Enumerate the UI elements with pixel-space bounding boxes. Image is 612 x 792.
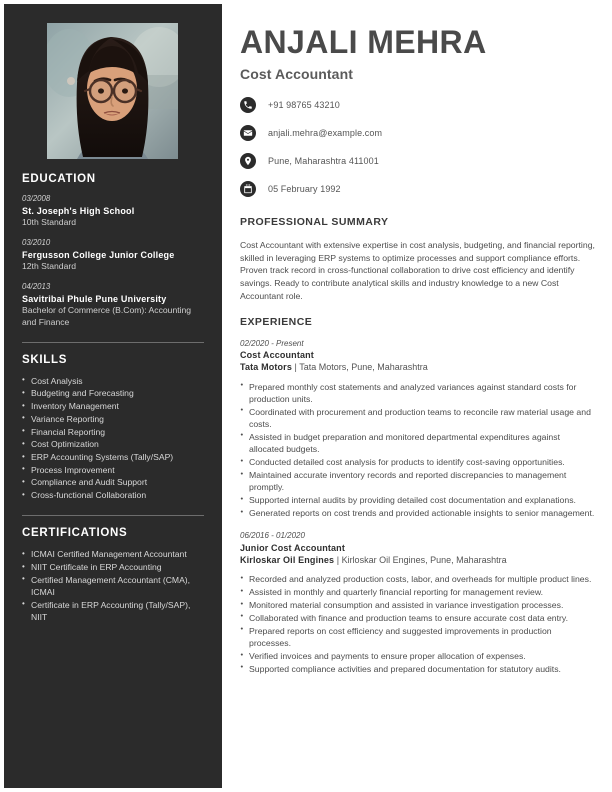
education-item [22,282,204,327]
skills-list [22,375,204,502]
calendar-icon [240,181,256,197]
list-item: • Budgeting and Forecasting [22,387,204,399]
skills-heading: SKILLS [22,353,68,366]
experience-title: Cost Accountant [240,350,314,361]
contact-phone [240,91,596,119]
map-pin-icon [240,153,256,169]
education-heading: EDUCATION [22,173,96,185]
contact-list [240,91,596,203]
avatar [47,23,178,159]
experience-company: Tata Motors [240,362,292,373]
list-item: • Coordinated with procurement and production teams to reconcile raw material usage and costs. [240,406,596,431]
list-item: • Financial Reporting [22,426,204,438]
job-role-subtitle: Cost Accountant [240,66,353,82]
section-skills [22,342,204,502]
education-degree: 10th Standard [22,217,76,228]
certifications-divider [22,515,204,516]
list-item: • Supported compliance activities and prepared documentation for statutory audits. [240,663,596,675]
education-item [22,194,204,228]
list-item: • Recorded and analyzed production costs, labor, and overheads for multiple product lines. [240,573,596,585]
certifications-list [22,548,204,623]
experience-company: Kirloskar Oil Engines [240,555,335,566]
experience-bullets [240,381,596,520]
education-school: Savitribai Phule Pune University [22,293,167,304]
education-degree: 12th Standard [22,261,76,272]
experience-date: 06/2016 - 01/2020 [240,531,305,541]
section-professional-summary [240,216,596,303]
experience-date: 02/2020 - Present [240,338,304,348]
list-item: • Prepared monthly cost statements and analyzed variances against standard costs for production units. [240,381,596,406]
experience-separator: | [294,362,297,373]
section-experience [240,316,596,676]
list-item: • Generated reports on cost trends and provided actionable insights to senior management. [240,507,596,519]
education-school: Fergusson College Junior College [22,249,175,260]
list-item: • Process Improvement [22,464,204,476]
main-column [240,0,596,792]
list-item: • Conducted detailed cost analysis for products to identify cost-saving opportunities. [240,456,596,468]
list-item: • NIIT Certificate in ERP Accounting [22,561,204,573]
list-item: • Supported internal audits by providing detailed cost documentation and explanations. [240,494,596,506]
experience-title: Junior Cost Accountant [240,543,345,554]
list-item: • ERP Accounting Systems (Tally/SAP) [22,451,204,463]
list-item: • Maintained accurate inventory records and reported discrepancies to management promptly. [240,469,596,494]
education-school: St. Joseph's High School [22,205,135,216]
list-item: • Prepared reports on cost efficiency and suggested improvements in production processes. [240,625,596,650]
page-title: ANJALI MEHRA [240,24,487,60]
experience-entry [240,531,596,675]
experience-organization [240,554,596,566]
contact-email [240,119,596,147]
list-item: • ICMAI Certified Management Accountant [22,548,204,560]
list-item: • Cost Optimization [22,438,204,450]
experience-entry [240,339,596,520]
certifications-heading: CERTIFICATIONS [22,527,128,540]
experience-organization [240,361,596,373]
contact-email-value: anjali.mehra@example.com [268,128,383,138]
contact-location [240,147,596,175]
experience-location: Kirloskar Oil Engines, Pune, Maharashtra [341,555,507,566]
experience-bullets [240,573,596,675]
list-item: • Inventory Management [22,400,204,412]
education-date: 04/2013 [22,282,51,292]
contact-location-value: Pune, Maharashtra 411001 [268,156,379,166]
contact-birthdate-value: 05 February 1992 [268,184,341,194]
list-item: • Monitored material consumption and assisted in variance investigation processes. [240,599,596,611]
sidebar [4,4,222,788]
section-certifications [22,515,204,623]
list-item: • Assisted in monthly and quarterly financial reporting for management review. [240,586,596,598]
list-item: • Assisted in budget preparation and monitored departmental expenditures against allocated budgets. [240,431,596,456]
profile-photo-illustration [47,23,178,159]
list-item: • Verified invoices and payments to ensure proper allocation of expenses. [240,650,596,662]
experience-location: Tata Motors, Pune, Maharashtra [299,362,428,373]
education-degree: Bachelor of Commerce (B.Com): Accounting and Finance [22,305,192,327]
list-item: • Cross-functional Collaboration [22,489,204,501]
list-item: • Certificate in ERP Accounting (Tally/SAP), NIIT [22,599,204,623]
list-item: • Collaborated with finance and production teams to ensure accurate cost data entry. [240,612,596,624]
contact-birthdate [240,175,596,203]
list-item: • Compliance and Audit Support [22,476,204,488]
skills-divider [22,342,204,343]
envelope-icon [240,125,256,141]
experience-separator: | [336,555,340,566]
section-education [22,173,204,328]
education-date: 03/2008 [22,194,51,203]
professional-summary-text: Cost Accountant with extensive expertise in cost analysis, budgeting, and financial reporting, skilled in leveraging ERP systems to optimize processes and support compliance efforts. Proven track record in cross-functional collaboration to drive cost efficiency and identify savings. Ready to contribute analytical skills and industry knowledge to a new Cost Accountant role. [240,240,595,301]
list-item: • Certified Management Accountant (CMA), ICMAI [22,574,204,598]
list-item: • Cost Analysis [22,375,204,387]
contact-phone-value: +91 98765 43210 [268,100,340,110]
experience-heading: EXPERIENCE [240,315,313,328]
list-item: • Variance Reporting [22,413,204,425]
professional-summary-heading: PROFESSIONAL SUMMARY [240,216,389,228]
phone-icon [240,97,256,113]
education-date: 03/2010 [22,238,51,248]
education-item [22,238,204,272]
